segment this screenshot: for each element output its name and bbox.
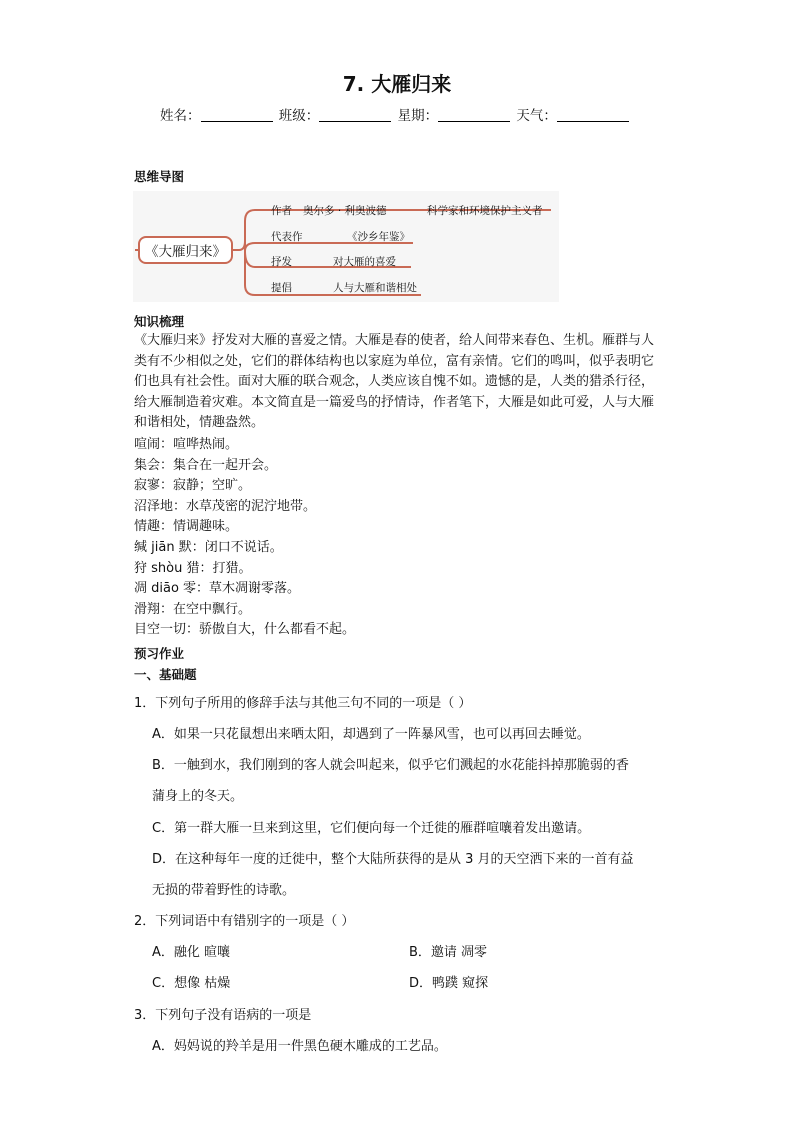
weather-label: 天气： [516, 108, 557, 124]
vocab-item: 凋 diāo 零：草木凋谢零落。 [134, 581, 301, 597]
branch-work-label: 代表作 [271, 231, 303, 243]
branch-author-value: 奥尔多 · 利奥波德 [303, 205, 387, 217]
question-1-stem: 1．下列句子所用的修辞手法与其他三句不同的一项是（ ） [134, 696, 472, 711]
question-3-stem: 3．下列句子没有语病的一项是 [134, 1008, 312, 1023]
vocab-item: 喧闹：喧哗热闹。 [134, 437, 239, 452]
question-3-option-a: A．妈妈说的羚羊是用一件黑色硬木雕成的工艺品。 [152, 1039, 447, 1054]
vocab-item: 狩 shòu 猎：打猎。 [134, 560, 252, 576]
branch-express-value: 对大雁的喜爱 [333, 256, 396, 268]
branch-express-label: 抒发 [271, 256, 292, 268]
question-2-stem: 2．下列词语中有错别字的一项是（ ） [134, 914, 355, 929]
branch-author-extra: 科学家和环境保护主义者 [427, 205, 543, 217]
class-blank [319, 107, 391, 122]
question-1-option-d-cont: 无损的带着野性的诗歌。 [152, 883, 296, 898]
basic-section-heading: 一、基础题 [134, 667, 197, 682]
question-1-option-d: D．在这种每年一度的迁徙中，整个大陆所获得的是从 3 月的天空洒下来的一首有益 [152, 852, 634, 867]
branch-advocate-label: 提倡 [271, 282, 292, 294]
name-blank [201, 107, 273, 122]
mindmap [133, 191, 559, 302]
branch-author-label: 作者 [271, 205, 292, 217]
question-1-option-c: C．第一群大雁一旦来到这里，它们便向每一个迁徙的雁群喧嚷着发出邀请。 [152, 821, 591, 836]
question-1-option-b-cont: 蒲身上的冬天。 [152, 789, 244, 804]
question-2-option-d: D．鸭蹼 窥探 [409, 976, 489, 991]
weather-blank [557, 107, 629, 122]
homework-heading: 预习作业 [134, 646, 185, 661]
knowledge-paragraph-block [134, 331, 664, 434]
branch-work-value: 《沙乡年鉴》 [347, 231, 410, 243]
knowledge-paragraph: 《大雁归来》抒发对大雁的喜爱之情。大雁是春的使者，给人间带来春色、生机。雁群与人类有不少相似之处，它们的群体结构也以家庭为单位，富有亲情。它们的鸣叫，似乎表明它们也具有社会性。面对大雁的联合观念，人类应该自愧不如。遗憾的是，人类的猎杀行径，给大雁制造着灾难。本文简直是一篇爱鸟的抒情诗，作者笔下，大雁是如此可爱，人与大雁和谐相处，情趣盎然。 [134, 333, 655, 431]
name-label: 姓名： [160, 108, 201, 124]
class-label: 班级： [278, 108, 320, 124]
vocab-item: 目空一切：骄傲自大，什么都看不起。 [134, 622, 356, 638]
page-title: 7. 大雁归来 [342, 72, 452, 96]
vocab-list [134, 435, 355, 641]
weekday-blank [438, 107, 510, 122]
vocab-item: 寂寥：寂静；空旷。 [134, 478, 252, 494]
knowledge-heading: 知识梳理 [134, 314, 185, 329]
question-2-option-a: A．融化 暄嚷 [152, 945, 231, 960]
vocab-item: 沼泽地：水草茂密的泥泞地带。 [134, 498, 317, 514]
question-2-option-c: C．想像 枯燥 [152, 976, 231, 991]
question-1-option-b: B．一触到水，我们刚到的客人就会叫起来，似乎它们溅起的水花能抖掉那脆弱的香 [152, 758, 629, 773]
branch-advocate-value: 人与大雁和谐相处 [333, 282, 417, 294]
mindmap-heading: 思维导图 [134, 169, 185, 184]
student-info-row [160, 104, 631, 124]
vocab-item: 情趣：情调趣味。 [134, 519, 239, 535]
vocab-item: 缄 jiān 默：闭口不说话。 [134, 539, 283, 555]
question-2-option-b: B．邀请 凋零 [409, 945, 488, 960]
vocab-item: 滑翔：在空中飘行。 [134, 601, 252, 617]
mindmap-root: 《大雁归来》 [138, 236, 233, 264]
vocab-item: 集会：集合在一起开会。 [134, 457, 278, 473]
question-1-option-a: A．如果一只花鼠想出来晒太阳，却遇到了一阵暴风雪，也可以再回去睡觉。 [152, 727, 590, 742]
weekday-label: 星期： [397, 108, 439, 124]
